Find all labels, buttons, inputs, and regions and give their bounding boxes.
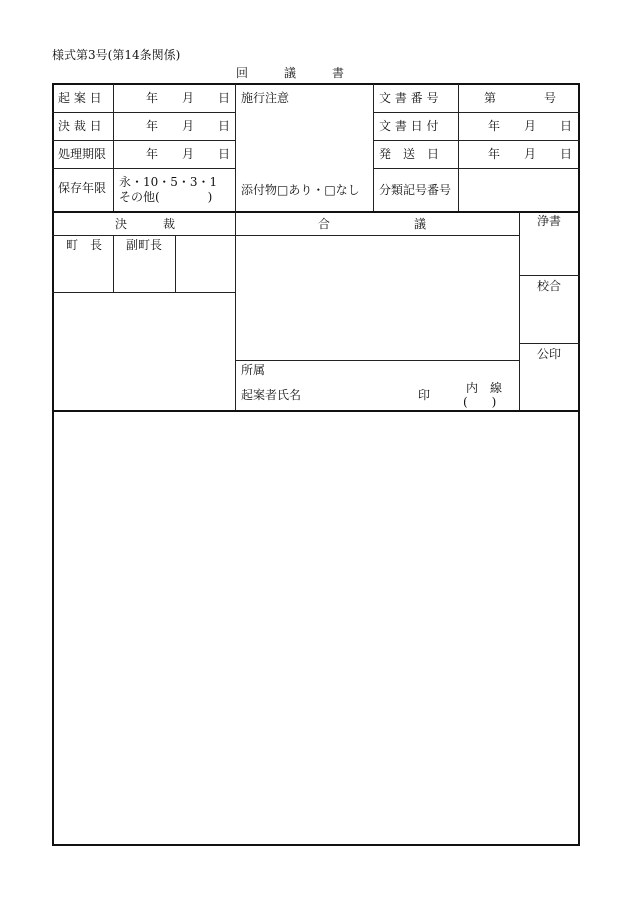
classification-label: 分類記号番号 — [379, 183, 452, 197]
col-divider — [113, 84, 114, 211]
deadline-date-field[interactable]: 年 月 日 — [146, 147, 231, 161]
kessai-label: 決 裁 — [115, 217, 176, 231]
row-divider — [373, 140, 580, 141]
row-divider — [373, 112, 580, 113]
retention-options[interactable]: 永・10・5・3・1 — [119, 175, 218, 189]
seal-label: 印 — [418, 388, 431, 402]
row-divider — [373, 168, 580, 169]
retention-other[interactable]: その他( ) — [119, 190, 213, 204]
draft-date-field[interactable]: 年 月 日 — [146, 91, 231, 105]
section-divider — [52, 410, 580, 412]
official-seal-label: 公印 — [537, 347, 562, 361]
col-divider — [235, 212, 236, 410]
deputy-seal-box[interactable] — [115, 254, 174, 290]
mayor-label: 町 長 — [66, 238, 103, 252]
row-divider — [52, 235, 519, 236]
row-divider — [52, 168, 235, 169]
gogi-label: 合 議 — [318, 217, 427, 231]
col-divider — [113, 236, 114, 292]
drafter-name-label: 起案者氏名 — [241, 388, 302, 402]
mayor-seal-box[interactable] — [54, 254, 112, 290]
col-divider — [235, 84, 236, 211]
proofread-label: 校合 — [537, 279, 562, 293]
draft-date-label: 起 案 日 — [58, 91, 102, 105]
col-divider — [175, 236, 176, 292]
col-divider — [373, 84, 374, 211]
affiliation-label: 所属 — [241, 363, 266, 377]
row-divider — [519, 275, 580, 276]
section-divider — [52, 211, 580, 213]
deadline-label: 処理期限 — [58, 147, 107, 161]
notes-label: 施行注意 — [241, 91, 290, 105]
col-divider — [519, 212, 520, 410]
decision-extra-box[interactable] — [177, 237, 234, 291]
row-divider — [52, 112, 235, 113]
doc-number-label: 文 書 番 号 — [379, 91, 439, 105]
clean-copy-label: 浄書 — [537, 214, 562, 228]
deputy-mayor-label: 副町長 — [126, 238, 163, 252]
form-label: 様式第3号(第14条関係) — [52, 48, 181, 62]
document-body[interactable] — [54, 413, 578, 844]
doc-date-field[interactable]: 年 月 日 — [488, 119, 573, 133]
doc-date-label: 文 書 日 付 — [379, 119, 439, 133]
extension-label: 内 線 — [466, 381, 503, 395]
row-divider — [52, 140, 235, 141]
decision-date-label: 決 裁 日 — [58, 119, 102, 133]
row-divider — [519, 343, 580, 344]
row-divider — [235, 360, 519, 361]
dispatch-date-label: 発 送 日 — [379, 147, 440, 161]
page-title: 回 議 書 — [236, 66, 345, 80]
row-divider — [52, 292, 235, 293]
extension-field[interactable]: ( ) — [463, 395, 497, 409]
consultation-area[interactable] — [237, 237, 518, 359]
retention-label: 保存年限 — [58, 181, 107, 195]
attachments-field[interactable]: 添付物□あり・□なし — [241, 183, 360, 197]
dispatch-date-field[interactable]: 年 月 日 — [488, 147, 573, 161]
doc-number-field[interactable]: 第 号 — [484, 91, 557, 105]
decision-date-field[interactable]: 年 月 日 — [146, 119, 231, 133]
col-divider — [458, 84, 459, 211]
